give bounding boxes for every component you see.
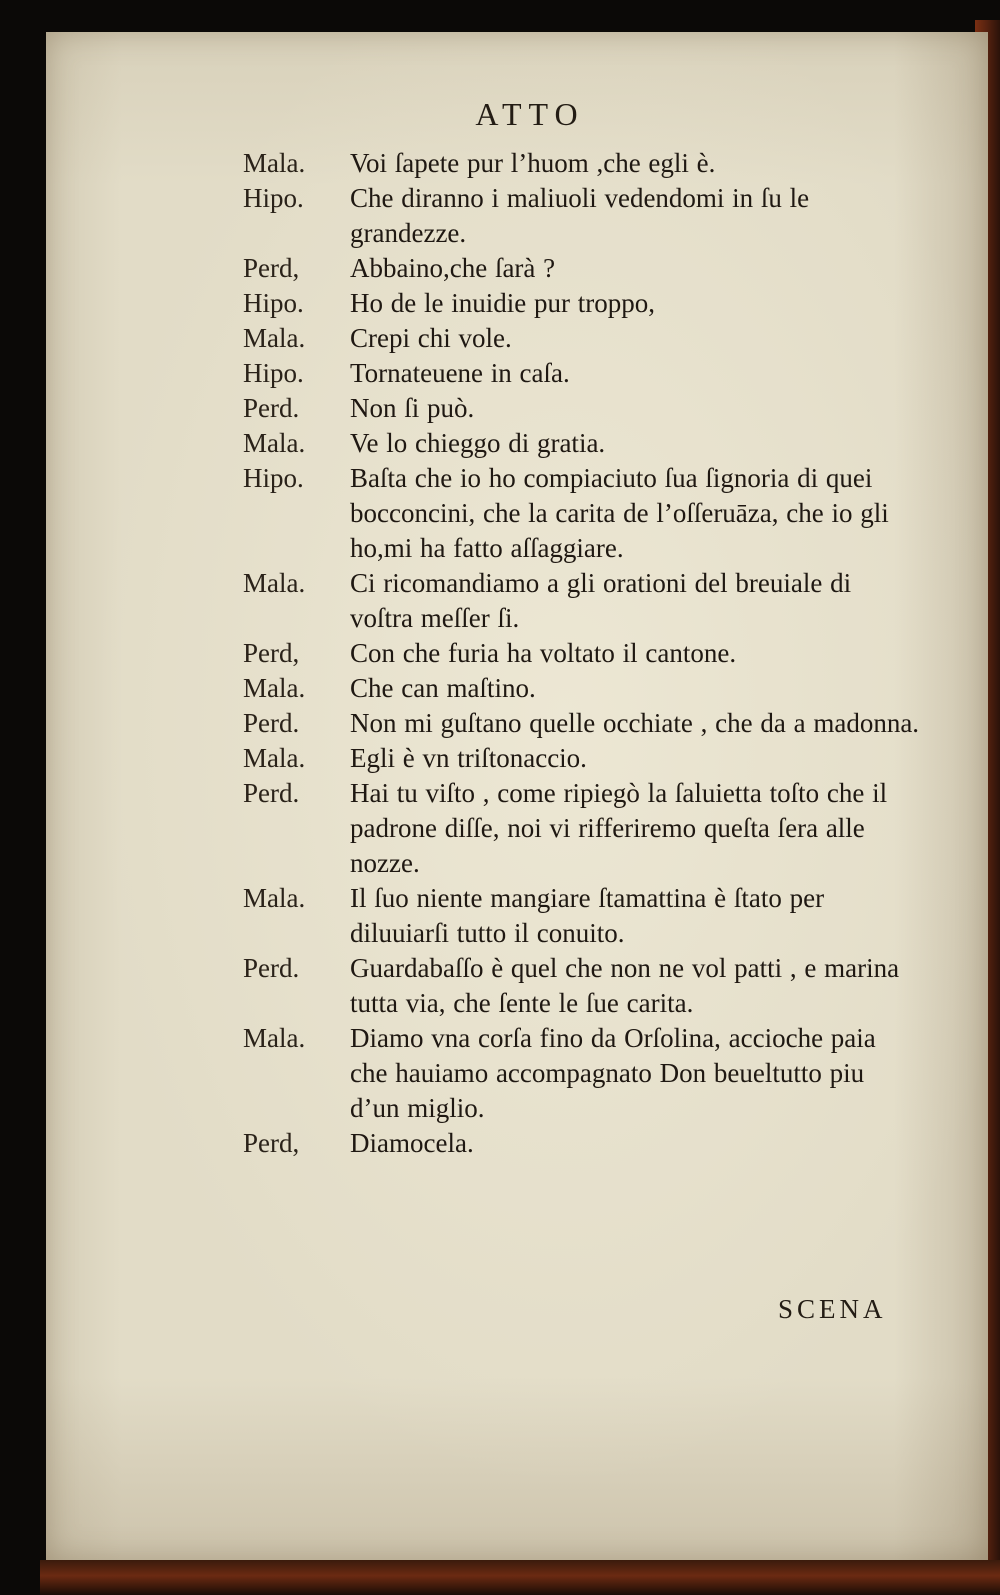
dialogue-entry	[243, 566, 933, 636]
dialogue-entry	[243, 251, 933, 286]
dialogue-entry	[243, 461, 933, 566]
dialogue-entry	[243, 776, 933, 881]
dialogue-entry	[243, 181, 933, 251]
dialogue-entry	[243, 391, 933, 426]
dialogue-entry	[243, 426, 933, 461]
speaker-name: Mala.	[243, 743, 306, 773]
speaker-name: Mala.	[243, 323, 306, 353]
book-edge-bottom	[40, 1560, 1000, 1595]
speech-text: Diamo vna corſa fino da Orſolina, accioche paia che hauiamo accompagnato Don beueltutto piu d’un miglio.	[350, 1023, 876, 1123]
speaker-name: Hipo.	[243, 463, 304, 493]
speech-text: Baſta che io ho compiaciuto ſua ſignoria di quei bocconcini, che la carita de l’oſſeruāza, che io gli ho,mi ha fatto aſſaggiare.	[350, 463, 889, 563]
speaker-name: Mala.	[243, 148, 306, 178]
speaker-name: Hipo.	[243, 358, 304, 388]
speaker-name: Perd,	[243, 638, 300, 668]
speaker-name: Mala.	[243, 673, 306, 703]
dialogue-entry	[243, 881, 933, 951]
speech-text: Non ſi può.	[350, 393, 475, 423]
speech-text: Che diranno i maliuoli vedendomi in ſu le grandezze.	[350, 183, 810, 248]
dialogue-entry	[243, 1126, 933, 1161]
speech-text: Abbaino,che ſarà ?	[350, 253, 556, 283]
speech-text: Ci ricomandiamo a gli orationi del breuiale di voſtra meſſer ſi.	[350, 568, 852, 633]
running-header: ATTO	[475, 96, 585, 132]
speech-text: Ho de le inuidie pur troppo,	[350, 288, 655, 318]
speech-text: Il ſuo niente mangiare ſtamattina è ſtato per diluuiarſi tutto il conuito.	[350, 883, 825, 948]
speech-text: Tornateuene in caſa.	[350, 358, 570, 388]
speaker-name: Mala.	[243, 1023, 306, 1053]
speaker-name: Perd,	[243, 1128, 300, 1158]
speech-text: Egli è vn triſtonaccio.	[350, 743, 587, 773]
catchword: SCENA	[778, 1294, 887, 1324]
dialogue-entry	[243, 321, 933, 356]
speech-text: Che can maſtino.	[350, 673, 536, 703]
dialogue-entry	[243, 671, 933, 706]
dialogue-entry	[243, 741, 933, 776]
speaker-name: Perd.	[243, 708, 300, 738]
speech-text: Crepi chi vole.	[350, 323, 512, 353]
speech-text: Con che furia ha voltato il cantone.	[350, 638, 737, 668]
speaker-name: Perd.	[243, 953, 300, 983]
speaker-name: Perd.	[243, 778, 300, 808]
speaker-name: Hipo.	[243, 183, 304, 213]
speech-text: Diamocela.	[350, 1128, 474, 1158]
speaker-name: Mala.	[243, 428, 306, 458]
speaker-name: Hipo.	[243, 288, 304, 318]
speaker-name: Mala.	[243, 568, 306, 598]
speaker-name: Perd,	[243, 253, 300, 283]
dialogue-entry	[243, 636, 933, 671]
dialogue-entry	[243, 286, 933, 321]
dialogue-entry	[243, 951, 933, 1021]
speech-text: Hai tu viſto , come ripiegò la ſaluietta toſto che il padrone diſſe, noi vi rifferiremo queſta ſera alle nozze.	[350, 778, 888, 878]
speech-text: Non mi guſtano quelle occhiate , che da a madonna.	[350, 708, 920, 738]
dialogue-entry	[243, 146, 933, 181]
speech-text: Voi ſapete pur l’huom ,che egli è.	[350, 148, 716, 178]
speaker-name: Perd.	[243, 393, 300, 423]
speaker-name: Mala.	[243, 883, 306, 913]
dialogue-entry	[243, 706, 933, 741]
dialogue-entry	[243, 356, 933, 391]
speech-text: Ve lo chieggo di gratia.	[350, 428, 606, 458]
dialogue-entry	[243, 1021, 933, 1126]
speech-text: Guardabaſſo è quel che non ne vol patti , e marina tutta via, che ſente le ſue carita.	[350, 953, 900, 1018]
dialogue-list	[243, 146, 933, 1161]
